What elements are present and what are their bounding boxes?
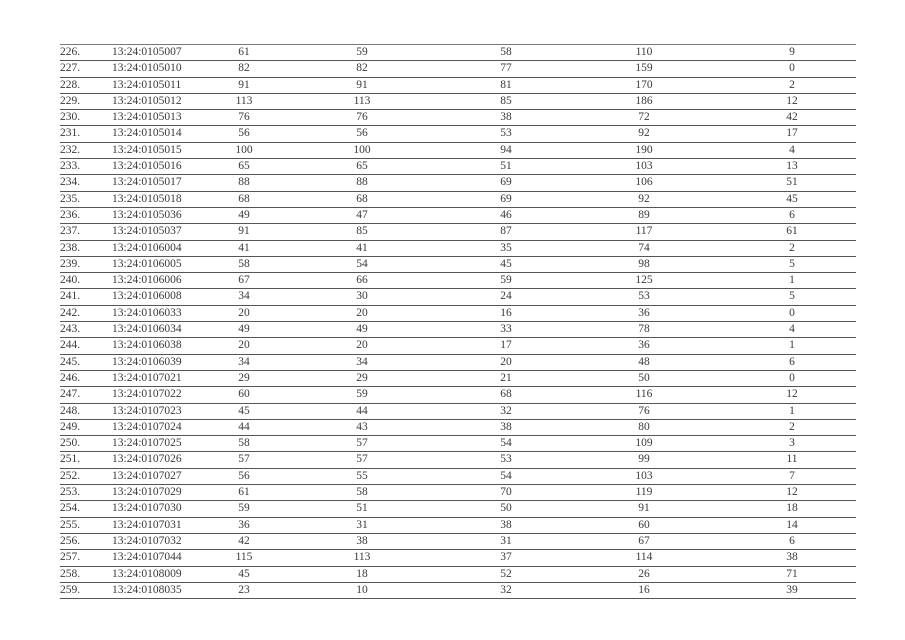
- value-2-cell: 76: [356, 111, 368, 124]
- value-2-cell: 20: [356, 306, 368, 319]
- cadastral-number-cell: 13:24:0107029: [112, 486, 182, 499]
- table-row: [60, 452, 856, 468]
- table-row: [60, 126, 856, 142]
- cadastral-number-cell: 13:24:0107025: [112, 437, 182, 450]
- value-5-cell: 5: [789, 290, 795, 303]
- cadastral-number-cell: 13:24:0108035: [112, 583, 182, 596]
- table-row: [60, 322, 856, 338]
- value-4-cell: 125: [635, 274, 653, 287]
- value-1-cell: 76: [238, 111, 250, 124]
- table-row: [60, 567, 856, 583]
- value-4-cell: 16: [638, 583, 650, 596]
- row-number-cell: 255.: [60, 518, 81, 531]
- value-5-cell: 38: [786, 551, 798, 564]
- value-4-cell: 186: [635, 94, 653, 107]
- value-5-cell: 6: [789, 534, 795, 547]
- value-3-cell: 68: [500, 388, 512, 401]
- value-2-cell: 20: [356, 339, 368, 352]
- row-number-cell: 258.: [60, 567, 81, 580]
- value-2-cell: 68: [356, 192, 368, 205]
- value-1-cell: 29: [238, 371, 250, 384]
- cadastral-number-cell: 13:24:0105011: [112, 78, 182, 91]
- row-number-cell: 234.: [60, 176, 81, 189]
- value-4-cell: 67: [638, 534, 650, 547]
- value-2-cell: 10: [356, 583, 368, 596]
- value-2-cell: 113: [353, 551, 371, 564]
- value-4-cell: 89: [638, 208, 650, 221]
- row-number-cell: 238.: [60, 241, 81, 254]
- cadastral-number-cell: 13:24:0106034: [112, 323, 182, 336]
- value-3-cell: 58: [500, 46, 512, 58]
- value-5-cell: 3: [789, 437, 795, 450]
- table-row: [60, 143, 856, 159]
- cadastral-number-cell: 13:24:0105007: [112, 46, 182, 58]
- value-3-cell: 37: [500, 551, 512, 564]
- value-4-cell: 106: [635, 176, 653, 189]
- cadastral-number-cell: 13:24:0106005: [112, 257, 182, 270]
- value-3-cell: 69: [500, 176, 512, 189]
- row-number-cell: 228.: [60, 78, 81, 91]
- value-2-cell: 55: [356, 469, 368, 482]
- value-2-cell: 30: [356, 290, 368, 303]
- cadastral-number-cell: 13:24:0105012: [112, 94, 182, 107]
- cadastral-number-cell: 13:24:0105037: [112, 225, 182, 238]
- table-row: [60, 338, 856, 354]
- table-row: [60, 78, 856, 94]
- value-5-cell: 4: [789, 143, 795, 156]
- value-2-cell: 31: [356, 518, 368, 531]
- value-3-cell: 54: [500, 437, 512, 450]
- value-2-cell: 100: [353, 143, 371, 156]
- value-1-cell: 65: [238, 160, 250, 173]
- value-3-cell: 31: [500, 534, 512, 547]
- cadastral-number-cell: 13:24:0107032: [112, 534, 182, 547]
- table-row: [60, 159, 856, 175]
- value-4-cell: 99: [638, 453, 650, 466]
- row-number-cell: 231.: [60, 127, 81, 140]
- value-1-cell: 58: [238, 257, 250, 270]
- table-row: [60, 306, 856, 322]
- value-2-cell: 85: [356, 225, 368, 238]
- table-row: [60, 534, 856, 550]
- value-5-cell: 12: [786, 388, 798, 401]
- value-1-cell: 20: [238, 306, 250, 319]
- value-4-cell: 190: [635, 143, 653, 156]
- row-number-cell: 257.: [60, 551, 81, 564]
- value-3-cell: 38: [500, 518, 512, 531]
- value-1-cell: 20: [238, 339, 250, 352]
- value-3-cell: 32: [500, 583, 512, 596]
- table-row: [60, 257, 856, 273]
- value-5-cell: 11: [786, 453, 798, 466]
- value-3-cell: 52: [500, 567, 512, 580]
- table-row: [60, 371, 856, 387]
- value-1-cell: 100: [235, 143, 253, 156]
- table-row: [60, 192, 856, 208]
- value-4-cell: 159: [635, 62, 653, 75]
- cadastral-number-cell: 13:24:0105036: [112, 208, 182, 221]
- value-4-cell: 103: [635, 469, 653, 482]
- value-2-cell: 66: [356, 274, 368, 287]
- value-1-cell: 91: [238, 78, 250, 91]
- value-2-cell: 51: [356, 502, 368, 515]
- row-number-cell: 259.: [60, 583, 81, 596]
- value-4-cell: 114: [635, 551, 653, 564]
- cadastral-number-cell: 13:24:0106038: [112, 339, 182, 352]
- value-2-cell: 82: [356, 62, 368, 75]
- table-row: [60, 420, 856, 436]
- value-4-cell: 116: [635, 388, 653, 401]
- value-2-cell: 113: [353, 94, 371, 107]
- value-5-cell: 0: [789, 306, 795, 319]
- cadastral-number-cell: 13:24:0105014: [112, 127, 182, 140]
- value-3-cell: 53: [500, 453, 512, 466]
- value-4-cell: 117: [635, 225, 653, 238]
- value-2-cell: 59: [356, 388, 368, 401]
- value-3-cell: 38: [500, 111, 512, 124]
- cadastral-number-cell: 13:24:0107024: [112, 420, 182, 433]
- value-4-cell: 92: [638, 192, 650, 205]
- cadastral-number-cell: 13:24:0105015: [112, 143, 182, 156]
- value-5-cell: 0: [789, 371, 795, 384]
- value-5-cell: 12: [786, 486, 798, 499]
- row-number-cell: 237.: [60, 225, 81, 238]
- value-1-cell: 34: [238, 290, 250, 303]
- value-4-cell: 72: [638, 111, 650, 124]
- row-number-cell: 235.: [60, 192, 81, 205]
- row-number-cell: 254.: [60, 502, 81, 515]
- value-2-cell: 47: [356, 208, 368, 221]
- table-row: [60, 355, 856, 371]
- row-number-cell: 248.: [60, 404, 81, 417]
- value-4-cell: 119: [635, 486, 653, 499]
- value-2-cell: 65: [356, 160, 368, 173]
- value-4-cell: 50: [638, 371, 650, 384]
- value-2-cell: 49: [356, 323, 368, 336]
- value-2-cell: 38: [356, 534, 368, 547]
- row-number-cell: 247.: [60, 388, 81, 401]
- value-1-cell: 67: [238, 274, 250, 287]
- value-5-cell: 0: [789, 62, 795, 75]
- value-5-cell: 2: [789, 78, 795, 91]
- row-number-cell: 241.: [60, 290, 81, 303]
- value-5-cell: 17: [786, 127, 798, 140]
- value-3-cell: 20: [500, 355, 512, 368]
- table-row: [60, 110, 856, 126]
- value-2-cell: 43: [356, 420, 368, 433]
- table-row: [60, 289, 856, 305]
- value-4-cell: 110: [635, 46, 653, 58]
- row-number-cell: 227.: [60, 62, 81, 75]
- row-number-cell: 250.: [60, 437, 81, 450]
- value-5-cell: 45: [786, 192, 798, 205]
- value-1-cell: 88: [238, 176, 250, 189]
- value-1-cell: 68: [238, 192, 250, 205]
- value-5-cell: 71: [786, 567, 798, 580]
- value-3-cell: 87: [500, 225, 512, 238]
- row-number-cell: 245.: [60, 355, 81, 368]
- value-5-cell: 4: [789, 323, 795, 336]
- value-4-cell: 98: [638, 257, 650, 270]
- value-1-cell: 45: [238, 404, 250, 417]
- value-1-cell: 58: [238, 437, 250, 450]
- value-4-cell: 36: [638, 339, 650, 352]
- cadastral-number-cell: 13:24:0106006: [112, 274, 182, 287]
- row-number-cell: 239.: [60, 257, 81, 270]
- value-1-cell: 23: [238, 583, 250, 596]
- value-2-cell: 57: [356, 453, 368, 466]
- value-5-cell: 1: [789, 339, 795, 352]
- cadastral-number-cell: 13:24:0106008: [112, 290, 182, 303]
- value-3-cell: 24: [500, 290, 512, 303]
- value-3-cell: 17: [500, 339, 512, 352]
- table-row: [60, 175, 856, 191]
- value-5-cell: 1: [789, 274, 795, 287]
- cadastral-number-cell: 13:24:0107044: [112, 551, 182, 564]
- cadastral-number-cell: 13:24:0107023: [112, 404, 182, 417]
- value-1-cell: 113: [235, 94, 253, 107]
- cadastral-number-cell: 13:24:0105013: [112, 111, 182, 124]
- value-5-cell: 13: [786, 160, 798, 173]
- value-1-cell: 34: [238, 355, 250, 368]
- value-5-cell: 2: [789, 420, 795, 433]
- cadastral-number-cell: 13:24:0106039: [112, 355, 182, 368]
- value-5-cell: 61: [786, 225, 798, 238]
- row-number-cell: 232.: [60, 143, 81, 156]
- value-3-cell: 50: [500, 502, 512, 515]
- value-4-cell: 36: [638, 306, 650, 319]
- value-5-cell: 1: [789, 404, 795, 417]
- value-3-cell: 53: [500, 127, 512, 140]
- value-3-cell: 46: [500, 208, 512, 221]
- table-row: [60, 273, 856, 289]
- cadastral-number-cell: 13:24:0105010: [112, 62, 182, 75]
- value-5-cell: 7: [789, 469, 795, 482]
- value-1-cell: 61: [238, 46, 250, 58]
- value-3-cell: 77: [500, 62, 512, 75]
- cadastral-number-cell: 13:24:0105017: [112, 176, 182, 189]
- value-5-cell: 6: [789, 208, 795, 221]
- cadastral-number-cell: 13:24:0107026: [112, 453, 182, 466]
- value-2-cell: 41: [356, 241, 368, 254]
- value-4-cell: 92: [638, 127, 650, 140]
- table-row: [60, 94, 856, 110]
- value-1-cell: 57: [238, 453, 250, 466]
- value-3-cell: 94: [500, 143, 512, 156]
- value-4-cell: 26: [638, 567, 650, 580]
- value-4-cell: 48: [638, 355, 650, 368]
- value-3-cell: 51: [500, 160, 512, 173]
- value-5-cell: 9: [789, 46, 795, 58]
- row-number-cell: 226.: [60, 46, 81, 58]
- value-5-cell: 39: [786, 583, 798, 596]
- row-number-cell: 243.: [60, 323, 81, 336]
- value-2-cell: 29: [356, 371, 368, 384]
- value-1-cell: 59: [238, 502, 250, 515]
- value-1-cell: 91: [238, 225, 250, 238]
- row-number-cell: 249.: [60, 420, 81, 433]
- value-4-cell: 74: [638, 241, 650, 254]
- value-3-cell: 69: [500, 192, 512, 205]
- row-number-cell: 230.: [60, 111, 81, 124]
- cadastral-number-cell: 13:24:0107030: [112, 502, 182, 515]
- value-3-cell: 38: [500, 420, 512, 433]
- value-2-cell: 56: [356, 127, 368, 140]
- value-2-cell: 91: [356, 78, 368, 91]
- value-2-cell: 58: [356, 486, 368, 499]
- row-number-cell: 236.: [60, 208, 81, 221]
- value-3-cell: 85: [500, 94, 512, 107]
- value-1-cell: 49: [238, 208, 250, 221]
- cadastral-number-cell: 13:24:0107021: [112, 371, 182, 384]
- cadastral-number-cell: 13:24:0108009: [112, 567, 182, 580]
- value-4-cell: 53: [638, 290, 650, 303]
- cadastral-number-cell: 13:24:0105016: [112, 160, 182, 173]
- value-1-cell: 82: [238, 62, 250, 75]
- value-2-cell: 59: [356, 46, 368, 58]
- value-3-cell: 35: [500, 241, 512, 254]
- value-5-cell: 2: [789, 241, 795, 254]
- value-5-cell: 51: [786, 176, 798, 189]
- value-4-cell: 76: [638, 404, 650, 417]
- value-5-cell: 5: [789, 257, 795, 270]
- value-4-cell: 80: [638, 420, 650, 433]
- row-number-cell: 244.: [60, 339, 81, 352]
- table-row: [60, 61, 856, 77]
- table-row: [60, 224, 856, 240]
- cadastral-number-cell: 13:24:0107027: [112, 469, 182, 482]
- value-1-cell: 41: [238, 241, 250, 254]
- cadastral-number-cell: 13:24:0106033: [112, 306, 182, 319]
- row-number-cell: 246.: [60, 371, 81, 384]
- table-row: [60, 208, 856, 224]
- value-5-cell: 14: [786, 518, 798, 531]
- value-1-cell: 56: [238, 469, 250, 482]
- value-1-cell: 36: [238, 518, 250, 531]
- value-2-cell: 88: [356, 176, 368, 189]
- row-number-cell: 256.: [60, 534, 81, 547]
- value-1-cell: 115: [235, 551, 253, 564]
- value-1-cell: 49: [238, 323, 250, 336]
- value-3-cell: 21: [500, 371, 512, 384]
- row-number-cell: 252.: [60, 469, 81, 482]
- table-row: [60, 485, 856, 501]
- value-3-cell: 33: [500, 323, 512, 336]
- row-number-cell: 240.: [60, 274, 81, 287]
- value-1-cell: 45: [238, 567, 250, 580]
- value-2-cell: 34: [356, 355, 368, 368]
- value-5-cell: 12: [786, 94, 798, 107]
- value-4-cell: 78: [638, 323, 650, 336]
- table-row: [60, 404, 856, 420]
- value-1-cell: 60: [238, 388, 250, 401]
- cadastral-number-cell: 13:24:0107031: [112, 518, 182, 531]
- cadastral-number-cell: 13:24:0105018: [112, 192, 182, 205]
- value-1-cell: 44: [238, 420, 250, 433]
- table-row: [60, 387, 856, 403]
- cadastral-number-cell: 13:24:0107022: [112, 388, 182, 401]
- value-5-cell: 18: [786, 502, 798, 515]
- value-2-cell: 54: [356, 257, 368, 270]
- value-1-cell: 56: [238, 127, 250, 140]
- row-number-cell: 229.: [60, 94, 81, 107]
- table-row: [60, 501, 856, 517]
- table-row: [60, 241, 856, 257]
- value-4-cell: 103: [635, 160, 653, 173]
- row-number-cell: 251.: [60, 453, 81, 466]
- value-2-cell: 44: [356, 404, 368, 417]
- value-4-cell: 60: [638, 518, 650, 531]
- value-3-cell: 81: [500, 78, 512, 91]
- value-2-cell: 57: [356, 437, 368, 450]
- table-row: [60, 44, 856, 61]
- table-row: [60, 436, 856, 452]
- value-3-cell: 16: [500, 306, 512, 319]
- table-row: [60, 550, 856, 566]
- value-3-cell: 54: [500, 469, 512, 482]
- row-number-cell: 253.: [60, 486, 81, 499]
- table-row: [60, 583, 856, 599]
- value-1-cell: 61: [238, 486, 250, 499]
- value-4-cell: 109: [635, 437, 653, 450]
- row-number-cell: 233.: [60, 160, 81, 173]
- value-3-cell: 32: [500, 404, 512, 417]
- row-number-cell: 242.: [60, 306, 81, 319]
- table-row: [60, 518, 856, 534]
- cadastral-number-cell: 13:24:0106004: [112, 241, 182, 254]
- value-4-cell: 91: [638, 502, 650, 515]
- value-4-cell: 170: [635, 78, 653, 91]
- value-1-cell: 42: [238, 534, 250, 547]
- value-2-cell: 18: [356, 567, 368, 580]
- value-5-cell: 42: [786, 111, 798, 124]
- value-3-cell: 45: [500, 257, 512, 270]
- data-table: [60, 44, 856, 599]
- table-row: [60, 469, 856, 485]
- value-3-cell: 59: [500, 274, 512, 287]
- value-3-cell: 70: [500, 486, 512, 499]
- value-5-cell: 6: [789, 355, 795, 368]
